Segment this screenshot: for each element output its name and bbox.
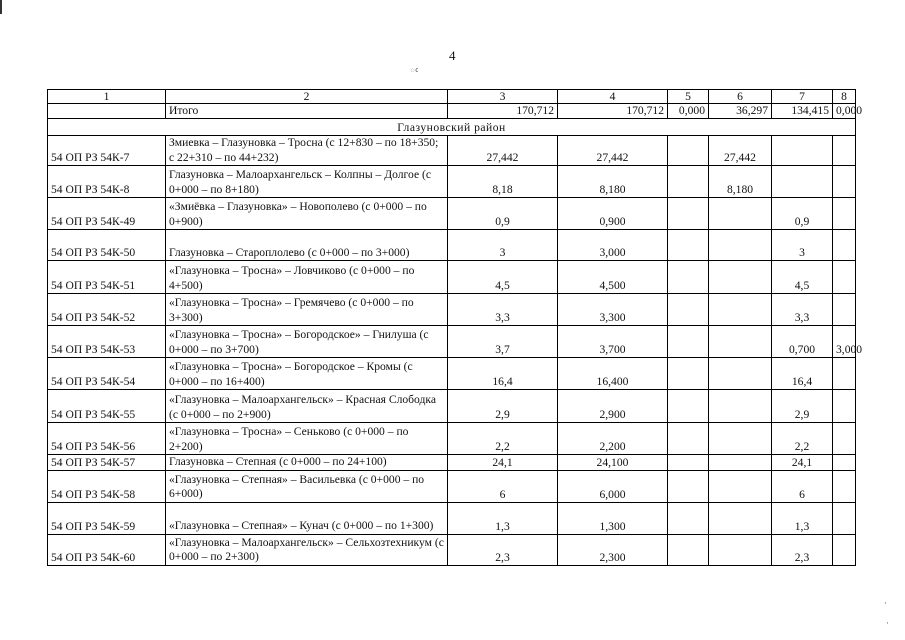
column-number: 4: [558, 90, 668, 104]
value-c3: 3: [448, 230, 558, 261]
value-c5: [668, 136, 709, 166]
section-row: [48, 119, 856, 136]
table-row: [48, 261, 856, 294]
value-c8: [833, 470, 856, 502]
value-c3: 2,2: [448, 423, 558, 455]
value-c4: 4,500: [558, 261, 668, 294]
total-c5: 0,000: [668, 104, 709, 119]
table-row: [48, 390, 856, 423]
value-c7: 0,700: [772, 326, 833, 358]
table-row: [48, 358, 856, 390]
scan-speck: ఁ: [410, 64, 418, 74]
value-c3: 3,7: [448, 326, 558, 358]
road-name: «Глазуновка – Тросна» – Ловчиково (с 0+000 – по 4+500): [166, 261, 448, 294]
column-number: 3: [448, 90, 558, 104]
scan-speck: ·: [884, 598, 887, 608]
table-row: [48, 136, 856, 166]
value-c7: 2,2: [772, 423, 833, 455]
value-c3: 2,9: [448, 390, 558, 423]
value-c5: [668, 198, 709, 230]
road-code: 54 ОП РЗ 54К-51: [48, 261, 166, 294]
value-c3: 4,5: [448, 261, 558, 294]
column-number: 1: [48, 90, 166, 104]
road-name: Глазуновка – Степная (с 0+000 – по 24+100): [166, 455, 448, 471]
value-c8: [833, 423, 856, 455]
road-name: «Глазуновка – Тросна» – Сеньково (с 0+000 – по 2+200): [166, 423, 448, 455]
value-c8: [833, 261, 856, 294]
table-row: [48, 423, 856, 455]
value-c3: 1,3: [448, 502, 558, 534]
value-c4: 27,442: [558, 136, 668, 166]
value-c7: 1,3: [772, 502, 833, 534]
road-code: 54 ОП РЗ 54К-49: [48, 198, 166, 230]
road-code: 54 ОП РЗ 54К-60: [48, 534, 166, 565]
page-number: 4: [449, 48, 456, 63]
value-c5: [668, 294, 709, 326]
column-number: 8: [833, 90, 856, 104]
value-c5: [668, 455, 709, 471]
value-c3: 24,1: [448, 455, 558, 471]
total-c4: 170,712: [558, 104, 668, 119]
road-name: Глазуновка – Малоархангельск – Колпны – Долгое (с 0+000 – по 8+180): [166, 166, 448, 198]
section-title: Глазуновский район: [48, 119, 856, 136]
road-name: «Глазуновка – Степная» – Кунач (с 0+000 – по 1+300): [166, 502, 448, 534]
value-c8: [833, 390, 856, 423]
value-c8: [833, 534, 856, 565]
value-c5: [668, 502, 709, 534]
value-c6: [709, 502, 772, 534]
value-c8: [833, 230, 856, 261]
total-c7: 134,415: [772, 104, 833, 119]
value-c6: [709, 470, 772, 502]
value-c6: 27,442: [709, 136, 772, 166]
column-number: 6: [709, 90, 772, 104]
value-c7: 24,1: [772, 455, 833, 471]
value-c6: [709, 390, 772, 423]
value-c8: 3,000: [833, 326, 856, 358]
road-code: 54 ОП РЗ 54К-7: [48, 136, 166, 166]
value-c6: [709, 294, 772, 326]
value-c7: 4,5: [772, 261, 833, 294]
value-c5: [668, 534, 709, 565]
value-c8: [833, 455, 856, 471]
road-code: 54 ОП РЗ 54К-57: [48, 455, 166, 471]
value-c6: [709, 198, 772, 230]
value-c5: [668, 470, 709, 502]
value-c7: 3,3: [772, 294, 833, 326]
value-c8: [833, 136, 856, 166]
road-name: «Глазуновка – Тросна» – Богородское» – Гнилуша (с 0+000 – по 3+700): [166, 326, 448, 358]
table-row: [48, 230, 856, 261]
value-c6: [709, 358, 772, 390]
road-name: Змиевка – Глазуновка – Тросна (с 12+830 – по 18+350; с 22+310 – по 44+232): [166, 136, 448, 166]
value-c3: 0,9: [448, 198, 558, 230]
road-name: «Глазуновка – Тросна» – Гремячево (с 0+000 – по 3+300): [166, 294, 448, 326]
total-row: [48, 104, 856, 119]
road-name: «Глазуновка – Малоархангельск» – Красная Слободка (с 0+000 – по 2+900): [166, 390, 448, 423]
value-c4: 2,200: [558, 423, 668, 455]
value-c5: [668, 166, 709, 198]
road-name: «Глазуновка – Тросна» – Богородское – Кромы (с 0+000 – по 16+400): [166, 358, 448, 390]
table-row: [48, 502, 856, 534]
value-c3: 2,3: [448, 534, 558, 565]
value-c4: 0,900: [558, 198, 668, 230]
value-c4: 2,900: [558, 390, 668, 423]
table-row: [48, 470, 856, 502]
value-c4: 3,700: [558, 326, 668, 358]
value-c7: 2,3: [772, 534, 833, 565]
value-c8: [833, 198, 856, 230]
column-number-row: [48, 90, 856, 104]
value-c7: 16,4: [772, 358, 833, 390]
column-number: 2: [166, 90, 448, 104]
value-c6: [709, 261, 772, 294]
road-code: 54 ОП РЗ 54К-8: [48, 166, 166, 198]
value-c6: [709, 230, 772, 261]
table-row: [48, 455, 856, 471]
road-name: Глазуновка – Староплолево (с 0+000 – по 3+000): [166, 230, 448, 261]
value-c3: 27,442: [448, 136, 558, 166]
value-c4: 16,400: [558, 358, 668, 390]
road-code: 54 ОП РЗ 54К-59: [48, 502, 166, 534]
road-code: 54 ОП РЗ 54К-58: [48, 470, 166, 502]
value-c8: [833, 502, 856, 534]
value-c5: [668, 261, 709, 294]
value-c4: 2,300: [558, 534, 668, 565]
road-name: «Глазуновка – Малоархангельск» – Сельхозтехникум (с 0+000 – по 2+300): [166, 534, 448, 565]
value-c7: 2,9: [772, 390, 833, 423]
column-number: 5: [668, 90, 709, 104]
roads-table: [47, 89, 863, 566]
total-label: Итого: [166, 104, 448, 119]
value-c6: [709, 534, 772, 565]
value-c7: [772, 166, 833, 198]
road-name: «Глазуновка – Степная» – Васильевка (с 0+000 – по 6+000): [166, 470, 448, 502]
value-c6: 8,180: [709, 166, 772, 198]
total-c8: 0,000: [833, 104, 856, 119]
value-c7: 6: [772, 470, 833, 502]
table-row: [48, 326, 856, 358]
value-c7: [772, 136, 833, 166]
value-c6: [709, 455, 772, 471]
total-c3: 170,712: [448, 104, 558, 119]
value-c5: [668, 390, 709, 423]
value-c3: 8,18: [448, 166, 558, 198]
table-row: [48, 534, 856, 565]
road-code: 54 ОП РЗ 54К-52: [48, 294, 166, 326]
road-code: 54 ОП РЗ 54К-55: [48, 390, 166, 423]
total-code: [48, 104, 166, 119]
road-code: 54 ОП РЗ 54К-50: [48, 230, 166, 261]
value-c4: 3,000: [558, 230, 668, 261]
value-c4: 1,300: [558, 502, 668, 534]
road-code: 54 ОП РЗ 54К-54: [48, 358, 166, 390]
table-row: [48, 294, 856, 326]
total-c6: 36,297: [709, 104, 772, 119]
column-number: 7: [772, 90, 833, 104]
value-c6: [709, 423, 772, 455]
scan-speck: ·: [886, 618, 889, 628]
value-c4: 8,180: [558, 166, 668, 198]
value-c8: [833, 294, 856, 326]
value-c3: 16,4: [448, 358, 558, 390]
road-name: «Змиёвка – Глазуновка» – Новополево (с 0+000 – по 0+900): [166, 198, 448, 230]
value-c3: 3,3: [448, 294, 558, 326]
value-c8: [833, 166, 856, 198]
value-c7: 0,9: [772, 198, 833, 230]
value-c5: [668, 326, 709, 358]
value-c4: 3,300: [558, 294, 668, 326]
value-c4: 24,100: [558, 455, 668, 471]
value-c7: 3: [772, 230, 833, 261]
value-c5: [668, 358, 709, 390]
scan-edge-mark: [0, 0, 8, 14]
value-c8: [833, 358, 856, 390]
value-c6: [709, 326, 772, 358]
value-c4: 6,000: [558, 470, 668, 502]
road-code: 54 ОП РЗ 54К-56: [48, 423, 166, 455]
value-c5: [668, 230, 709, 261]
value-c5: [668, 423, 709, 455]
value-c3: 6: [448, 470, 558, 502]
road-code: 54 ОП РЗ 54К-53: [48, 326, 166, 358]
table-row: [48, 166, 856, 198]
table-row: [48, 198, 856, 230]
